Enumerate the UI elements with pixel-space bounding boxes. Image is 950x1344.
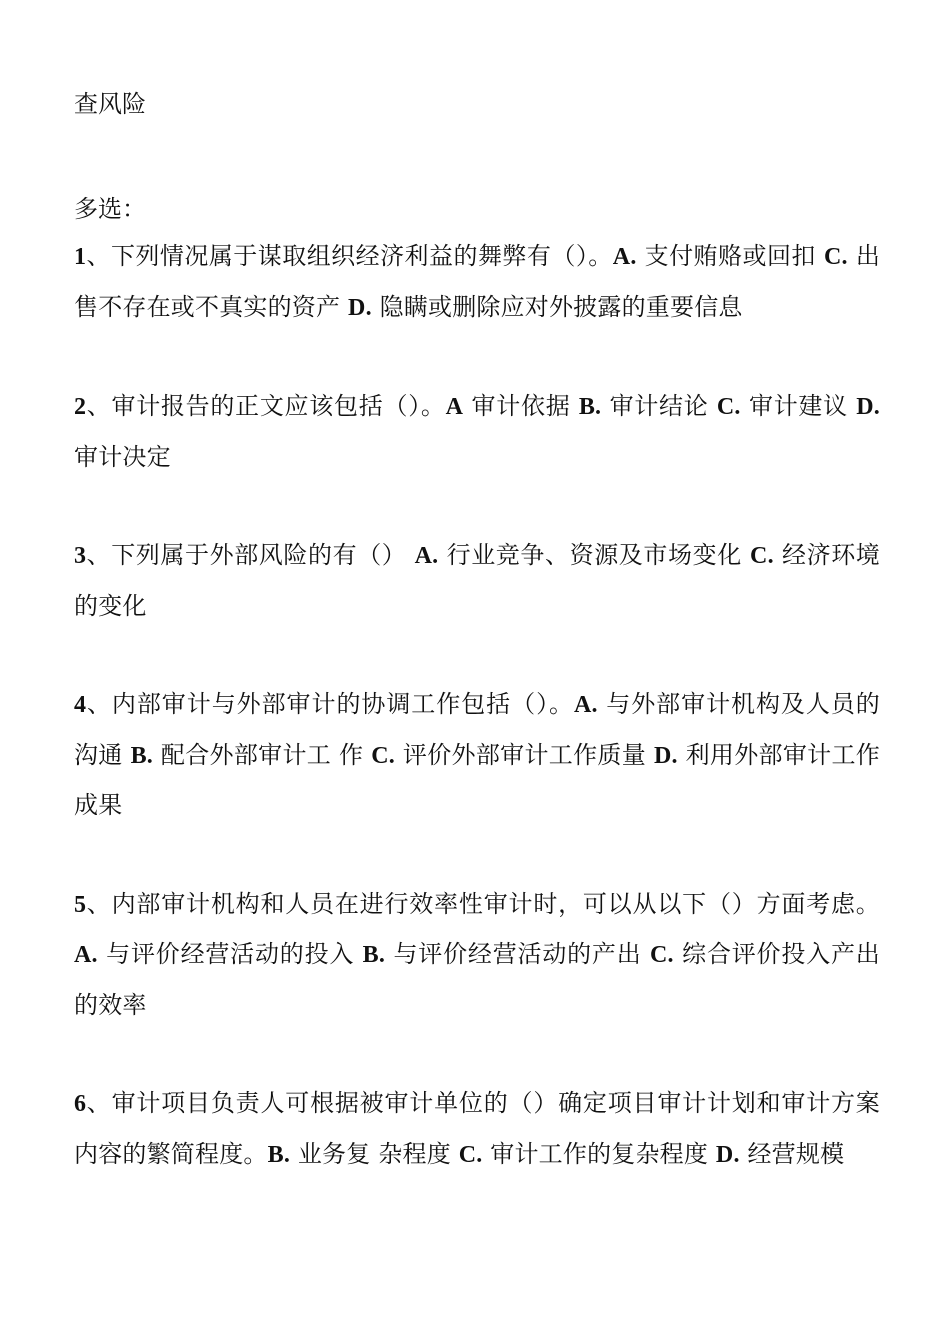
option-text: 隐瞒或删除应对外披露的重要信息 <box>371 292 743 321</box>
option-letter: D. <box>856 394 880 420</box>
option-text: 审计依据 <box>463 392 579 420</box>
question-number: 1 <box>74 244 87 270</box>
question-separator: 、 <box>86 541 112 569</box>
option-letter: A. <box>573 692 598 718</box>
option-text: 与外部审计机构及人员的沟通 <box>74 690 880 769</box>
option-letter: B. <box>267 1141 291 1168</box>
document-page <box>74 84 880 1180</box>
question-stem: 下列属于外部风险的有（） <box>111 541 415 569</box>
question-stem: 审计项目负责人可根据被审计单位的（）确定项目审计计划和审计方案内容的繁简程度。 <box>74 1089 881 1168</box>
option-letter: B. <box>362 942 386 968</box>
option-letter: C. <box>750 543 774 569</box>
question-stem: 下列情况属于谋取组织经济利益的舞弊有（）。 <box>110 242 613 270</box>
option-text: 综合评价投入产出的效率 <box>74 940 880 1019</box>
question-stem: 审计报告的正文应该包括（）。 <box>111 392 446 420</box>
question-number: 5 <box>74 891 87 918</box>
question-1 <box>74 232 880 333</box>
option-text: 支付贿赂或回扣 <box>636 242 824 270</box>
option-text: 行业竞争、资源及市场变化 <box>438 541 751 569</box>
question-separator: 、 <box>86 889 112 918</box>
option-text: 与评价经营活动的投入 <box>97 940 363 968</box>
question-number: 3 <box>74 543 87 569</box>
option-letter: C. <box>458 1141 483 1168</box>
question-separator: 、 <box>86 1089 112 1117</box>
option-text: 经营规模 <box>739 1139 845 1168</box>
option-letter: D. <box>348 294 372 321</box>
option-text: 审计工作的复杂程度 <box>482 1139 716 1168</box>
question-separator: 、 <box>86 690 112 718</box>
option-letter: A <box>445 394 464 420</box>
option-text: 经济环境的变化 <box>74 541 880 620</box>
option-letter: A. <box>414 543 439 569</box>
question-5 <box>74 880 880 1031</box>
section-label: 多选： <box>74 195 146 223</box>
option-text: 业务复 杂程度 <box>290 1139 459 1168</box>
question-2 <box>74 382 880 482</box>
question-number: 2 <box>74 394 87 420</box>
option-text: 配合外部审计工 作 <box>152 740 372 769</box>
question-stem: 内部审计与外部审计的协调工作包括（）。 <box>111 690 574 718</box>
question-separator: 、 <box>86 392 112 420</box>
option-letter: D. <box>715 1141 740 1168</box>
option-letter: B. <box>578 394 602 420</box>
option-text: 评价外部审计工作质量 <box>395 740 654 769</box>
question-number: 6 <box>74 1091 87 1117</box>
option-letter: C. <box>823 244 848 270</box>
option-text: 与评价经营活动的产出 <box>385 940 650 968</box>
option-text: 审计决定 <box>74 442 171 471</box>
option-text: 审计结论 <box>601 392 717 420</box>
page-heading: 查风险 <box>74 90 146 118</box>
option-letter: C. <box>716 394 741 420</box>
option-letter: C. <box>649 942 674 968</box>
option-text: 出售不存在或不真实的资产 <box>74 242 881 321</box>
option-letter: A. <box>74 942 98 968</box>
question-4 <box>74 680 880 831</box>
question-separator: 、 <box>86 242 111 270</box>
option-letter: A. <box>612 244 637 270</box>
question-number: 4 <box>74 692 87 718</box>
question-3 <box>74 531 880 631</box>
option-text: 审计建议 <box>740 392 857 420</box>
option-letter: C. <box>371 742 395 769</box>
question-6 <box>74 1079 880 1180</box>
option-text: 利用外部审计工作成果 <box>74 740 880 819</box>
option-letter: B. <box>130 742 153 769</box>
question-stem: 内部审计机构和人员在进行效率性审计时，可以从以下（）方面考虑。 <box>111 889 881 918</box>
option-letter: D. <box>653 742 678 769</box>
